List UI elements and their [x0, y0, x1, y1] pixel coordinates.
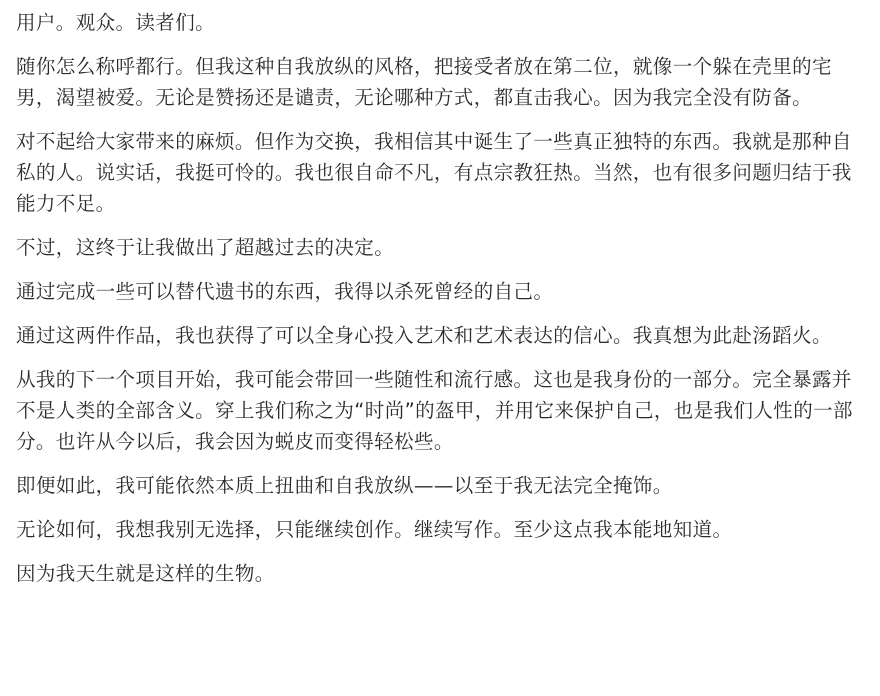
- paragraph-10: 因为我天生就是这样的生物。: [16, 562, 275, 585]
- paragraph-9: 无论如何，我想我别无选择，只能继续创作。继续写作。至少这点我本能地知道。: [16, 518, 733, 541]
- paragraph-7: 从我的下一个项目开始，我可能会带回一些随性和流行感。这也是我身份的一部分。完全暴露并不是人类的全部含义。穿上我们称之为“时尚”的盔甲，并用它来保护自己，也是我们人性的一部分。也许从今以后，我会因为蜕皮而变得轻松些。: [16, 368, 853, 453]
- paragraph-1: 用户。观众。读者们。: [16, 11, 216, 34]
- paragraph-5: 通过完成一些可以替代遗书的东西，我得以杀死曾经的自己。: [16, 280, 554, 303]
- paragraph-8: 即便如此，我可能依然本质上扭曲和自我放纵——以至于我无法完全掩饰。: [16, 474, 673, 497]
- paragraph-3: 对不起给大家带来的麻烦。但作为交换，我相信其中诞生了一些真正独特的东西。我就是那种自私的人。说实话，我挺可怜的。我也很自命不凡，有点宗教狂热。当然，也有很多问题归结于我能力不足。: [16, 130, 852, 215]
- paragraph-6: 通过这两件作品，我也获得了可以全身心投入艺术和艺术表达的信心。我真想为此赴汤蹈火。: [16, 324, 832, 347]
- paragraph-4: 不过，这终于让我做出了超越过去的决定。: [16, 236, 395, 259]
- paragraph-2: 随你怎么称呼都行。但我这种自我放纵的风格，把接受者放在第二位，就像一个躲在壳里的宅男，渴望被爱。无论是赞扬还是谴责，无论哪种方式，都直击我心。因为我完全没有防备。: [16, 55, 832, 109]
